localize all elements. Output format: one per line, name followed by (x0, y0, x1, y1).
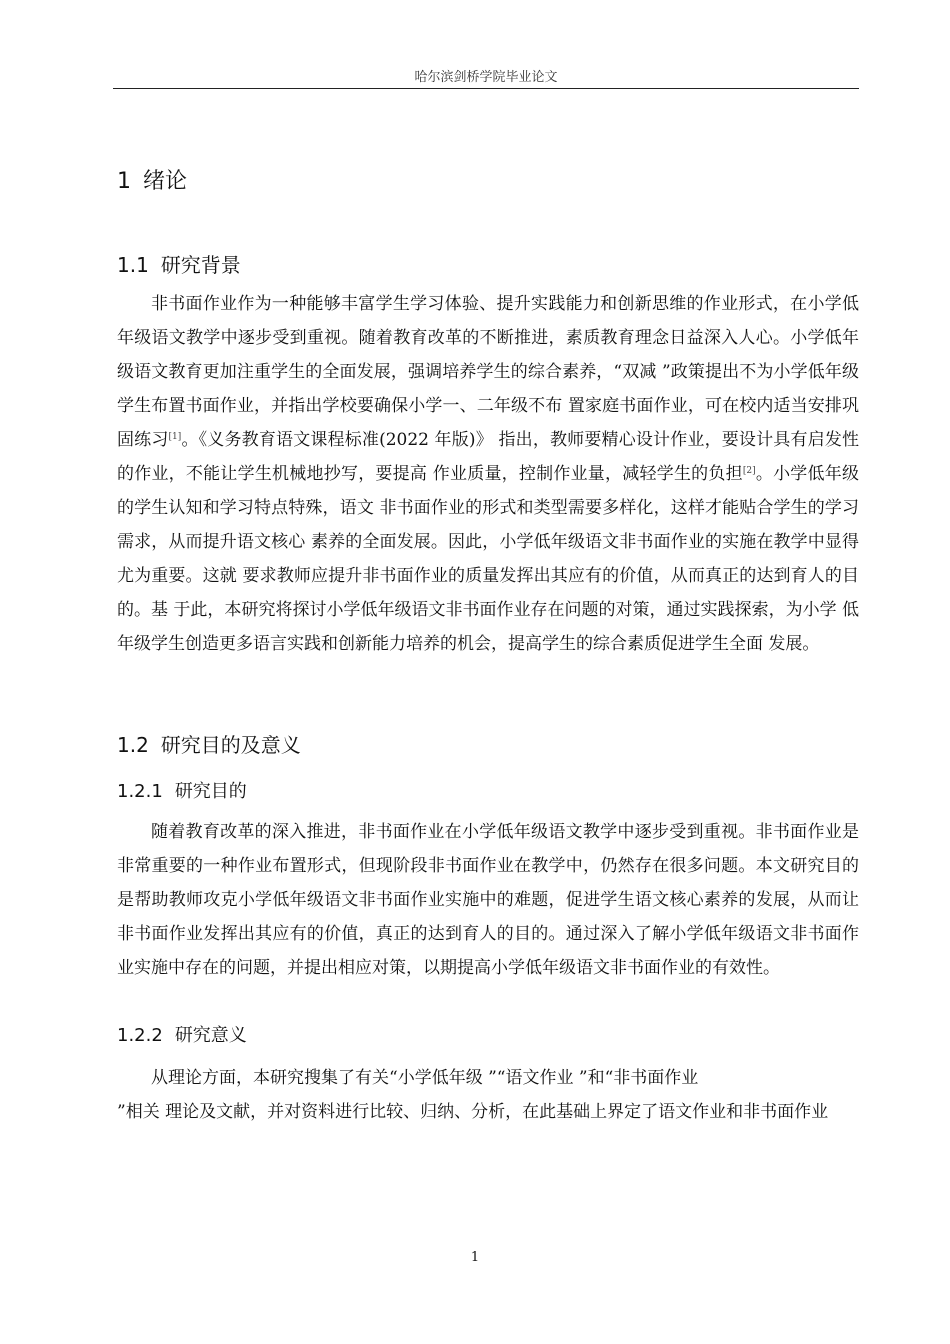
section-title: 研究背景 (160, 253, 241, 277)
subsection-title: 研究意义 (174, 1025, 247, 1046)
section-title: 研究目的及意义 (160, 733, 301, 757)
paragraph-text: ”相关 理论及文献，并对资料进行比较、归纳、分析，在此基础上界定了语文作业和非书面作业 (117, 1102, 829, 1122)
background-paragraph (117, 287, 859, 661)
paragraph-text: 。小学低年级的学生认知和学习特点特殊，语文 非书面作业的形式和类型需要多样化，这样才能贴合学生的学习需求，从而提升语文核心 素养的全面发展。因此，小学低年级语文非书面作业的实施在教学中显得尤为重要。这就 要求教师应提升非书面作业的质量发挥出其应有的价值，从而真正的达到育人的目的。基 于此，本研究将探讨小学低年级语文非书面作业存在问题的对策，通过实践探索，为小学 低年级学生创造更多语言实践和创新能力培养的机会，提高学生的综合素质促进学生全面 发展。 (117, 464, 859, 654)
citation-ref[interactable]: [1] (168, 432, 182, 442)
section-heading-1-1 (117, 249, 241, 278)
citation-ref[interactable]: [2] (742, 466, 756, 476)
paragraph-text: 。《义务教育语文课程标准(2022 年版)》 指出，教师要精心设计作业，要设计具有启发性的作业，不能让学生机械地抄写，要提高 作业质量，控制作业量，减轻学生的负担 (117, 430, 859, 484)
section-heading-1-2 (117, 729, 301, 758)
page-number: 1 (470, 1250, 480, 1265)
subsection-heading-1-2-2 (117, 1021, 247, 1047)
paragraph-text: 非书面作业作为一种能够丰富学生学习体验、提升实践能力和创新思维的作业形式，在小学低年级语文教学中逐步受到重视。随着教育改革的不断推进，素质教育理念日益深入人心。小学低年级语文教育更加注重学生的全面发展，强调培养学生的综合素养，“双减 ”政策提出不为小学低年级学生布置书面作业，并指出学校要确保小学一、二年级不布 置家庭书面作业，可在校内适当安排巩固练习 (117, 294, 859, 450)
section-number: 1.1 (117, 253, 149, 277)
chapter-number: 1 (117, 169, 131, 194)
purpose-paragraph: 随着教育改革的深入推进，非书面作业在小学低年级语文教学中逐步受到重视。非书面作业是非常重要的一种作业布置形式，但现阶段非书面作业在教学中，仍然存在很多问题。本文研究目的是帮助教师攻克小学低年级语文非书面作业实施中的难题，促进学生语文核心素养的发展，从而让非书面作业发挥出其应有的价值，真正的达到育人的目的。通过深入了解小学低年级语文非书面作业实施中存在的问题，并提出相应对策，以期提高小学低年级语文非书面作业的有效性。 (117, 822, 859, 978)
subsection-heading-1-2-1 (117, 777, 247, 803)
section-number: 1.2 (117, 733, 149, 757)
chapter-title: 绪论 (143, 169, 188, 194)
subsection-number: 1.2.2 (117, 1025, 163, 1046)
header-rule (113, 88, 859, 89)
chapter-heading (117, 164, 187, 195)
subsection-number: 1.2.1 (117, 781, 163, 802)
paragraph-text: 从理论方面，本研究搜集了有关“小学低年级 ”“语文作业 ”和“非书面作业 (151, 1068, 699, 1088)
significance-paragraph (117, 1061, 859, 1129)
subsection-title: 研究目的 (174, 781, 247, 802)
running-header: 哈尔滨剑桥学院毕业论文 (414, 70, 558, 85)
